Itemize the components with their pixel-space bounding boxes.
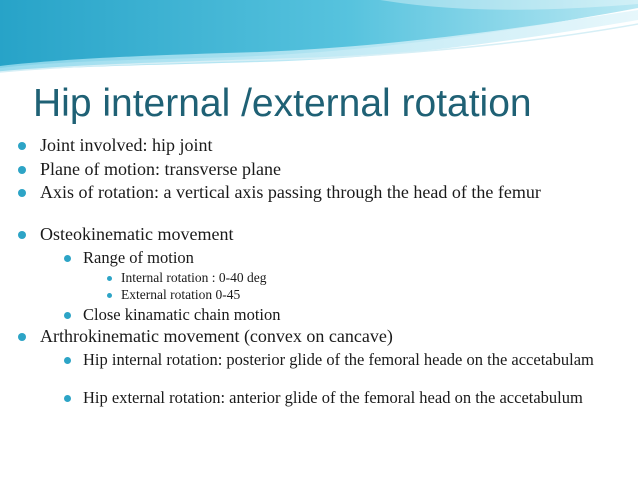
bullet-dot xyxy=(18,333,26,341)
bullet-dot xyxy=(64,255,71,262)
bullet-item xyxy=(40,161,600,178)
bullet-text: Plane of motion: transverse plane xyxy=(40,159,281,179)
bullet-item xyxy=(40,226,600,243)
bullet-text: External rotation 0-45 xyxy=(121,287,241,302)
bullet-dot xyxy=(64,395,71,402)
bullet-dot xyxy=(64,312,71,319)
bullet-dot xyxy=(18,142,26,150)
sub-bullet-item xyxy=(83,352,603,368)
bullet-text: Internal rotation : 0-40 deg xyxy=(121,270,267,285)
bullet-item xyxy=(40,184,600,201)
sub-bullet-item xyxy=(83,307,603,323)
bullet-text: Osteokinematic movement xyxy=(40,224,234,244)
sub-bullet-item xyxy=(83,390,603,406)
bullet-text: Axis of rotation: a vertical axis passing through the head of the femur xyxy=(40,182,541,202)
bullet-text: Range of motion xyxy=(83,248,194,267)
sub-sub-bullet-item xyxy=(121,270,601,286)
bullet-text: Joint involved: hip joint xyxy=(40,135,213,155)
bullet-dot xyxy=(107,293,112,298)
bullet-text: Arthrokinematic movement (convex on cancave) xyxy=(40,326,393,346)
bullet-text: Hip internal rotation: posterior glide of the femoral heade on the accetabulam xyxy=(83,350,594,369)
bullet-item xyxy=(40,328,600,345)
bullet-dot xyxy=(18,166,26,174)
sub-bullet-item xyxy=(83,250,603,266)
bullet-text: Hip external rotation: anterior glide of the femoral head on the accetabulum xyxy=(83,388,583,407)
bullet-dot xyxy=(64,357,71,364)
bullet-dot xyxy=(18,189,26,197)
sub-sub-bullet-item xyxy=(121,287,601,303)
bullet-item xyxy=(40,137,600,154)
bullet-dot xyxy=(107,276,112,281)
bullet-text: Close kinamatic chain motion xyxy=(83,305,281,324)
bullet-dot xyxy=(18,231,26,239)
slide-title: Hip internal /external rotation xyxy=(33,82,532,125)
